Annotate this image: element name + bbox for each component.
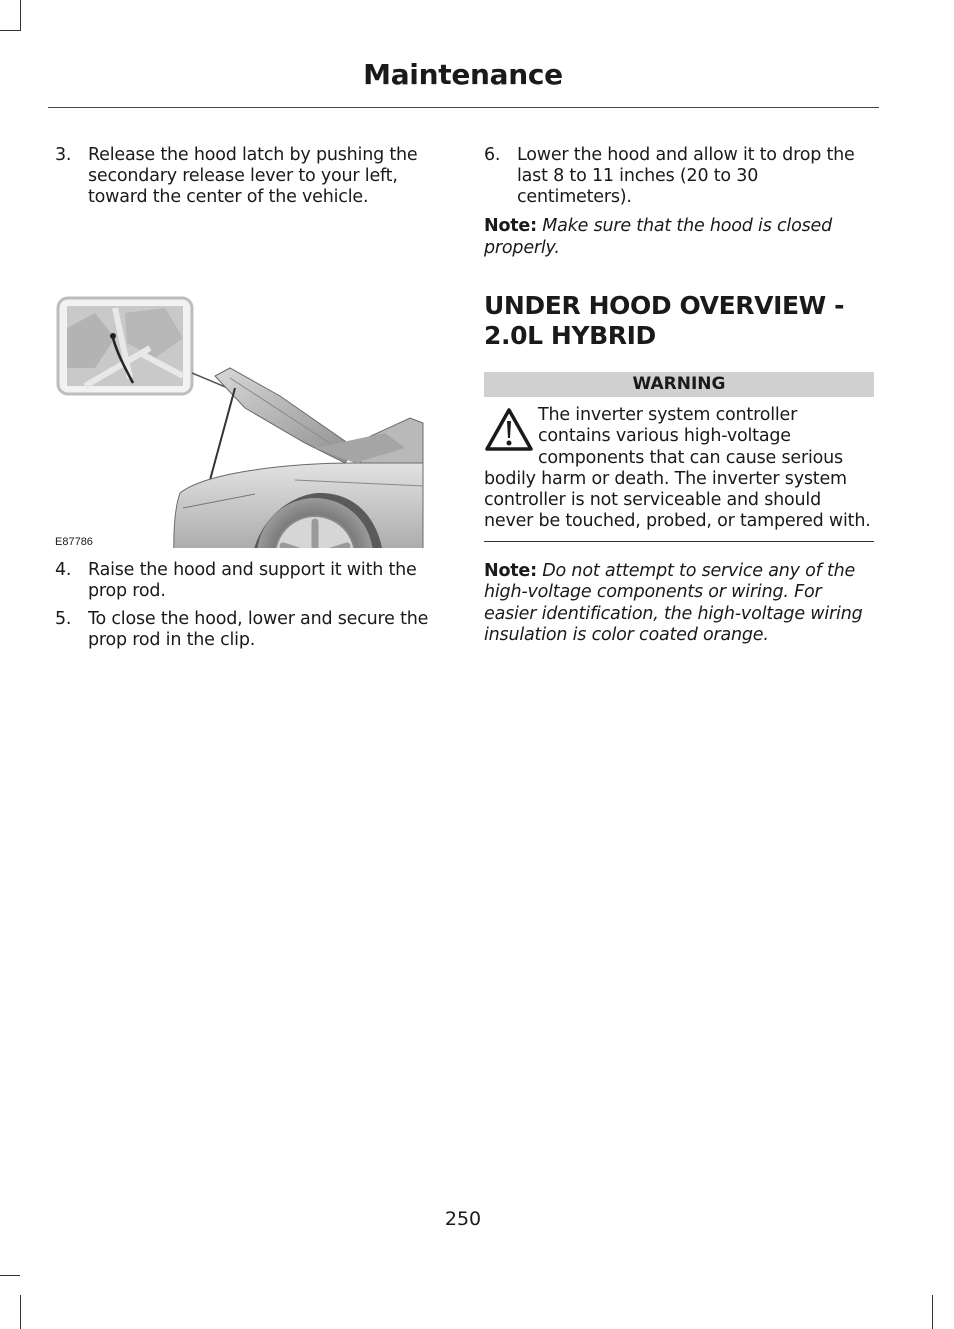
hood-release-lever-inset <box>58 298 192 394</box>
section-heading: UNDER HOOD OVERVIEW - 2.0L HYBRID <box>484 291 845 350</box>
note-label: Note: <box>484 560 537 581</box>
list-item <box>55 609 447 651</box>
warning-triangle-icon <box>484 407 534 453</box>
left-column <box>55 145 447 651</box>
step-number: 4. <box>55 560 72 580</box>
car-open-hood-illustration <box>55 218 447 548</box>
step-text: Lower the hood and allow it to drop the last 8 to 11 inches (20 to 30 centimeters). <box>517 145 855 207</box>
list-item <box>55 145 447 208</box>
crop-mark <box>20 1295 21 1329</box>
warning-text: The inverter system controller contains various high-voltage components that can cause serious bodily harm or death. The inverter system controller is not serviceable and should never be touched, probed, or tampered with. <box>484 405 871 532</box>
hood-figure <box>55 218 447 548</box>
note <box>484 561 874 647</box>
note <box>484 216 874 259</box>
step-number: 6. <box>484 145 501 165</box>
right-column <box>484 145 874 647</box>
figure-label: E87786 <box>55 536 93 548</box>
warning-box <box>484 405 874 533</box>
crop-mark <box>0 1275 20 1276</box>
crop-mark <box>0 30 20 31</box>
note-text: Make sure that the hood is closed properly. <box>484 216 832 258</box>
list-item <box>55 560 447 602</box>
warning-heading: WARNING <box>484 372 874 397</box>
note-text: Do not attempt to service any of the high-voltage components or wiring. For easier identification, the high-voltage wiring insulation is color coated orange. <box>484 560 863 646</box>
step-number: 5. <box>55 609 72 629</box>
step-number: 3. <box>55 145 72 165</box>
header-divider <box>48 107 879 108</box>
page-title: Maintenance <box>363 58 563 91</box>
list-item <box>484 145 874 208</box>
warning-divider <box>484 541 874 542</box>
crop-mark <box>20 0 21 31</box>
crop-mark <box>932 1295 933 1329</box>
note-label: Note: <box>484 216 537 236</box>
page-number: 250 <box>444 1208 482 1230</box>
step-text: To close the hood, lower and secure the prop rod in the clip. <box>88 609 429 650</box>
step-text: Raise the hood and support it with the prop rod. <box>88 560 417 601</box>
step-text: Release the hood latch by pushing the secondary release lever to your left, toward the center of the vehicle. <box>88 145 418 207</box>
